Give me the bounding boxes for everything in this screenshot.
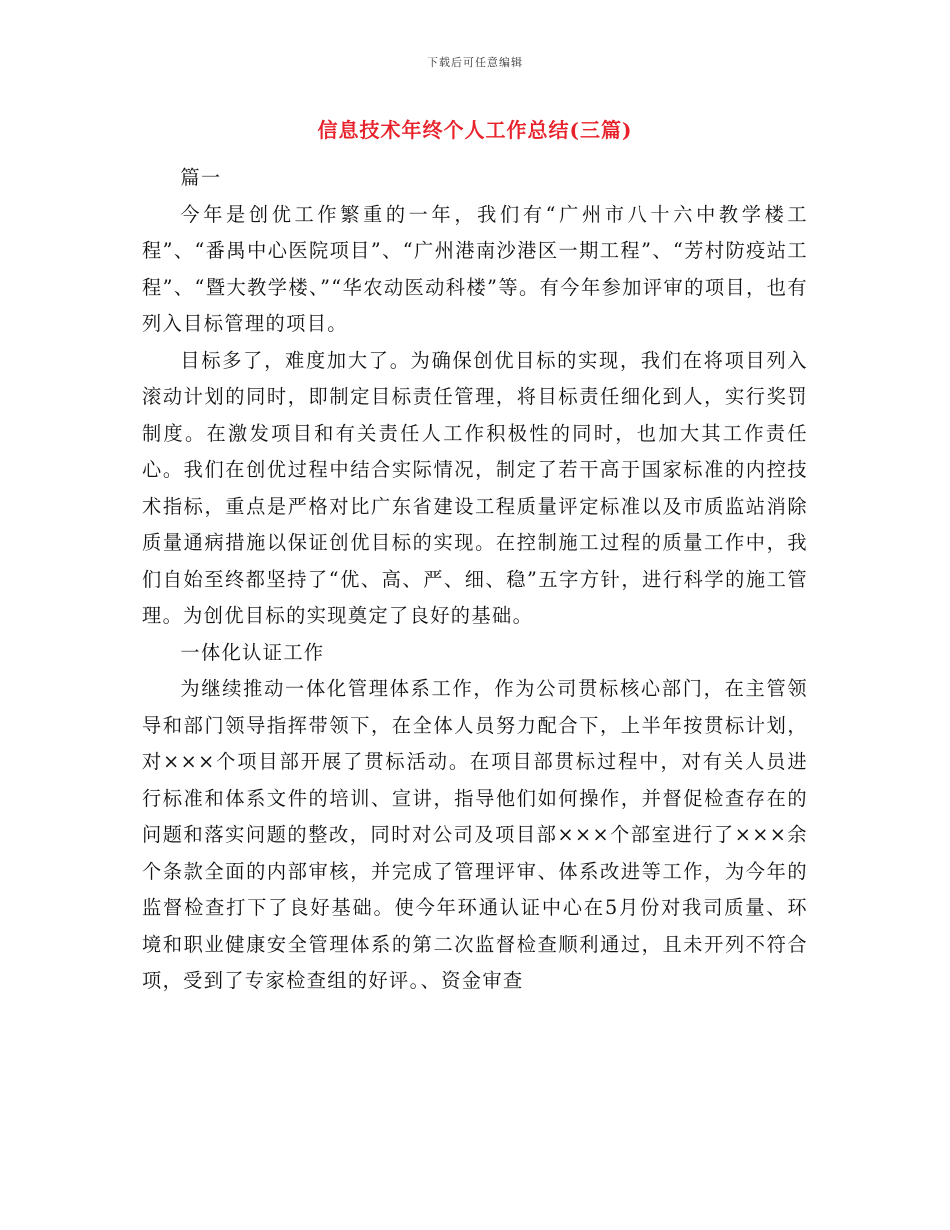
header-note: 下载后可任意编辑 (427, 56, 523, 69)
section-heading-certification: 一体化认证工作 (180, 640, 325, 664)
document-title: 信息技术年终个人工作总结(三篇) (317, 118, 633, 142)
body-paragraph: 今年是创优工作繁重的一年，我们有“广州市八十六中教学楼工程”、“番禺中心医院项目”、“广州港南沙港区一期工程”、“芳村防疫站工程”、“暨大教学楼、”“华农动医动科楼”等。有今年参加评审的项目，也有列入目标管理的项目。 (142, 202, 808, 335)
document-body (142, 160, 808, 1000)
body-paragraph: 为继续推动一体化管理体系工作，作为公司贯标核心部门，在主管领导和部门领导指挥带领下，在全体人员努力配合下，上半年按贯标计划，对×××个项目部开展了贯标活动。在项目部贯标过程中，对有关人员进行标准和体系文件的培训、宣讲，指导他们如何操作，并督促检查存在的问题和落实问题的整改，同时对公司及项目部×××个部室进行了×××余个条款全面的内部审核，并完成了管理评审、体系改进等工作，为今年的监督检查打下了良好基础。使今年环通认证中心在5月份对我司质量、环境和职业健康安全管理体系的第二次监督检查顺利通过，且未开列不符合项，受到了专家检查组的好评。、资金审查 (142, 677, 808, 992)
section-heading-part-one: 篇一 (180, 166, 222, 189)
body-paragraph: 目标多了，难度加大了。为确保创优目标的实现，我们在将项目列入滚动计划的同时，即制定目标责任管理，将目标责任细化到人，实行奖罚制度。在激发项目和有关责任人工作积极性的同时，也加大其工作责任心。我们在创优过程中结合实际情况，制定了若干高于国家标准的内控技术指标，重点是严格对比广东省建设工程质量评定标准以及市质监站消除质量通病措施以保证创优目标的实现。在控制施工过程的质量工作中，我们自始至终都坚持了“优、高、严、细、稳”五字方针，进行科学的施工管理。为创优目标的实现奠定了良好的基础。 (142, 348, 808, 627)
